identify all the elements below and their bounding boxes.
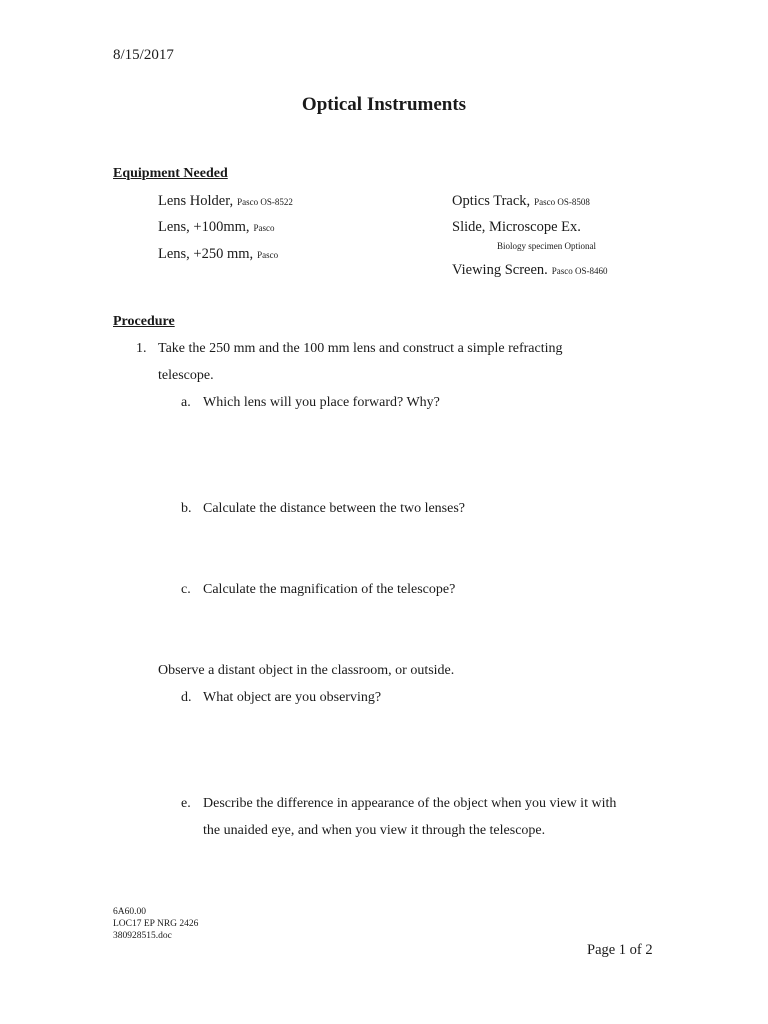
equipment-name: Optics Track, [452,193,531,209]
step-text-line2: telescope. [158,368,214,383]
equipment-item-optics-track [452,192,590,210]
equipment-name: Viewing Screen. [452,262,548,278]
equipment-note: Biology specimen Optional [497,241,596,251]
question-a-text: Which lens will you place forward? Why? [203,395,440,410]
equipment-source: Pasco [257,250,279,260]
equipment-item-lens-holder [158,192,293,210]
equipment-name: Lens, +250 mm, [158,246,254,262]
equipment-name: Lens, +100mm, [158,219,250,235]
equipment-item-slide [452,218,581,236]
question-letter: b. [181,501,192,516]
equipment-item-lens-100 [158,218,275,236]
footer-location: LOC17 EP NRG 2426 [113,919,199,929]
question-letter: c. [181,582,191,597]
document-date: 8/15/2017 [113,47,174,63]
question-c-text: Calculate the magnification of the telescope? [203,582,456,597]
question-e-text-line2: the unaided eye, and when you view it through the telescope. [203,823,546,838]
equipment-source: Pasco OS-8508 [534,197,590,207]
page-number: Page 1 of 2 [587,942,653,958]
question-letter: a. [181,395,191,410]
equipment-source: Pasco OS-8460 [551,266,608,276]
question-b-text: Calculate the distance between the two lenses? [203,501,466,516]
step-text-line1: Take the 250 mm and the 100 mm lens and construct a simple refracting [158,341,563,356]
equipment-heading: Equipment Needed [113,166,228,181]
step-number: 1. [136,341,147,356]
question-d-text: What object are you observing? [203,690,382,705]
question-e-text-line1: Describe the difference in appearance of the object when you view it with [203,796,617,811]
document-title: Optical Instruments [301,94,467,115]
equipment-item-viewing-screen [452,261,608,279]
equipment-item-lens-250 [158,245,278,263]
procedure-heading: Procedure [113,314,175,329]
equipment-source: Pasco [253,223,275,233]
equipment-source: Pasco OS-8522 [237,197,293,207]
question-letter: d. [181,690,192,705]
footer-code: 6A60.00 [113,907,146,917]
footer-filename: 380928515.doc [113,931,172,941]
observe-instruction: Observe a distant object in the classroom, or outside. [158,663,455,678]
equipment-name: Slide, Microscope Ex. [452,219,581,235]
equipment-name: Lens Holder, [158,193,234,209]
question-letter: e. [181,796,191,811]
